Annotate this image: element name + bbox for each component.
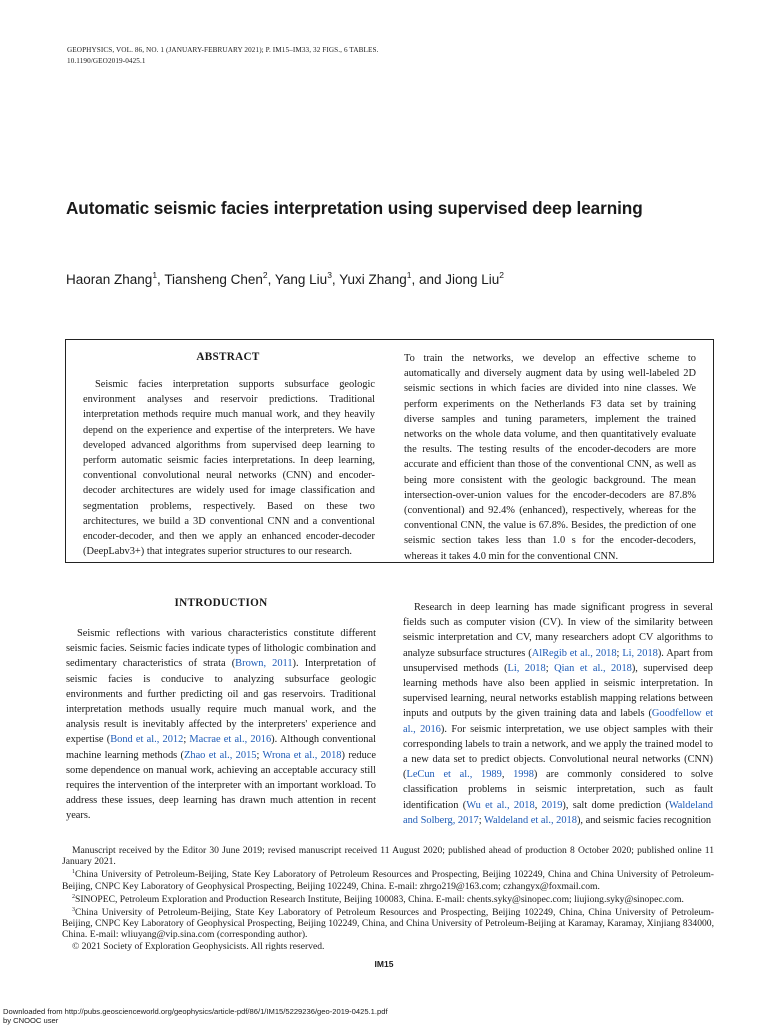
author-affiliation-mark: 3 [327, 270, 332, 280]
body-text: ). Interpretation of seismic facies is conducive to analyzing subsurface geologic environments and further predicting oil and gas reservoirs. Traditional interpretation methods usually require much manual work, and the analysis result is inevitably affected by the interpreters' experience and expertise ( [66, 658, 376, 746]
citation-link[interactable]: Waldeland et al., 2018 [484, 814, 577, 826]
doi: 10.1190/GEO2019-0425.1 [67, 57, 146, 65]
body-text: ), supervised deep learning methods have also been applied in seismic interpretation. In supervised learning, neural networks establish mapping relations between inputs and outputs by the given training data and labels ( [403, 662, 713, 720]
affiliation-number: 2 [72, 893, 75, 900]
body-text: ). Apart from unsupervised methods ( [403, 647, 713, 674]
citation-link[interactable]: Waldeland and Solberg, 2017 [403, 799, 713, 826]
citation-link[interactable]: Qian et al., 2018 [554, 662, 632, 674]
author-name: Haoran Zhang [66, 272, 153, 287]
citation-link[interactable]: Wrona et al., 2018 [262, 749, 342, 761]
body-text: , [534, 799, 542, 811]
affiliation-entry [62, 905, 714, 941]
affiliation-text: SINOPEC, Petroleum Exploration and Production Research Institute, Beijing 100083, China. E-mail: chents.syky@sinopec.com; liujiong.syky@sinopec.com. [75, 893, 684, 905]
copyright-note: © 2021 Society of Exploration Geophysicists. All rights reserved. [72, 940, 325, 952]
author-separator: , [267, 272, 275, 287]
abstract-heading: ABSTRACT [196, 351, 260, 363]
body-text: ) reduce some dependence on manual work, achieving an acceptable accuracy still requires the intervention of the interpreter with an important workload. To address these issues, deep learning has drawn much attention in recent years. [66, 749, 377, 822]
citation-link[interactable]: 2019 [541, 799, 563, 811]
author-separator: , [331, 272, 340, 287]
body-text: ). Although conventional machine learning methods ( [66, 734, 376, 761]
body-text: ; [256, 749, 263, 761]
paper-title: Automatic seismic facies interpretation using supervised deep learning [66, 198, 643, 218]
citation-link[interactable]: 1998 [513, 769, 534, 781]
manuscript-note: Manuscript received by the Editor 30 June 2019; revised manuscript received 11 August 2020; published ahead of production 8 October 2020; published online 11 January 2021. [62, 845, 714, 868]
citation-link[interactable]: AlRegib et al., 2018 [531, 647, 617, 659]
introduction-heading: INTRODUCTION [174, 597, 268, 609]
author-name: Tiansheng Chen [164, 272, 263, 287]
citation-link[interactable]: Zhao et al., 2015 [184, 749, 257, 761]
body-text: ; [183, 734, 190, 746]
author-separator: , and [411, 272, 446, 287]
affiliation-entry [62, 867, 714, 891]
author-affiliation-mark: 1 [152, 270, 158, 280]
introduction-text-right [403, 600, 713, 828]
author-list [66, 270, 746, 287]
citation-link[interactable]: Li, 2018 [622, 647, 658, 659]
citation-link[interactable]: Macrae et al., 2016 [189, 734, 272, 746]
affiliation-number: 1 [72, 869, 75, 876]
body-text: Research in deep learning has made significant progress in several fields such as computer vision (CV). In view of the similarity between seismic interpretation and CV, many researchers adopt CV algorithms to analyze subsurface structures ( [403, 602, 713, 659]
introduction-text-left [66, 626, 376, 824]
download-notice [3, 1007, 563, 1025]
body-text: ; [545, 662, 555, 674]
author-separator: , [157, 272, 165, 287]
author-affiliation-mark: 1 [406, 270, 412, 280]
affiliation-text: China University of Petroleum-Beijing, State Key Laboratory of Petroleum Resources and Prospecting, Beijing 102249, China, China University of Petroleum-Beijing, CNPC Key Laboratory of Geophysical Prospecting, Beijing 102249, China, and China University of Petroleum-Beijing at Karamay, Karamay, Xinjiang 834000, China. E-mail: wliuyang@vip.sina.com (corresponding author). [62, 907, 714, 941]
body-text: ), and seismic facies recognition [576, 814, 712, 826]
body-text: ). For seismic interpretation, we use object samples with their corresponding labels to train a network, and we apply the trained model to a new data set to predict objects. Convolutional neural networks (CNN) ( [403, 723, 713, 781]
affiliations [62, 867, 714, 940]
body-text: ) are commonly considered to solve classification problems in seismic interpretation, such as fault identification ( [403, 769, 713, 811]
body-text: ; [478, 814, 485, 826]
citation-link[interactable]: Wu et al., 2018 [466, 799, 535, 811]
citation-link[interactable]: LeCun et al., 1989 [406, 769, 502, 781]
author-affiliation-mark: 2 [499, 270, 505, 280]
author-affiliation-mark: 2 [262, 270, 268, 280]
footnotes [62, 845, 714, 952]
body-text: ; [616, 647, 623, 659]
affiliation-number: 3 [72, 907, 75, 914]
journal-citation: GEOPHYSICS, VOL. 86, NO. 1 (JANUARY-FEBRUARY 2021); P. IM15–IM33, 32 FIGS., 6 TABLES. [67, 46, 379, 54]
page-number: IM15 [374, 959, 394, 969]
abstract-text-right: To train the networks, we develop an effective scheme to automatically and diversely augment data by using well-labeled 2D seismic sections in which facies are divided into nine classes. We perform experiments on the Netherlands F3 data set by training diverse samples and tuning parameters, implement the trained networks on the whole data volume, and then quantitatively evaluate the results. The testing results of the encoder-decoders are more accurate and efficient than those of the conventional CNN, as well as being more consistent with the geologic background. The mean intersection-over-union values for the encoder-decoders are 87.8% (conventional) and 92.4% (enhanced), respectively, whereas for the conventional CNN, the value is 67.8%. Besides, the prediction of one seismic section takes less than 1.0 s for the encoder-decoders, whereas it takes 4.0 min for the conventional CNN. [404, 353, 696, 562]
download-url[interactable]: Downloaded from http://pubs.geoscienceworld.org/geophysics/article-pdf/86/1/IM15/5229236/geo-2019-0425.1.pdf [3, 1007, 388, 1016]
abstract-text-left: Seismic facies interpretation supports subsurface geologic environment analyses and reservoir predictions. Traditional interpretation methods require much manual work, and they heavily depend on the experience and expertise of the interpreters. We have developed advanced algorithms from supervised deep learning to perform automatic seismic facies interpretations. In deep learning, conventional convolutional neural networks (CNN) and encoder-decoder architectures are widely used for image classification and segmentation problems, respectively. Based on these two architectures, we build a 3D conventional CNN and a conventional encoder-decoder, and then we apply an enhanced encoder-decoder (DeepLabv3+) that integrates superior structures to our research. [83, 379, 375, 558]
author-name: Jiong Liu [445, 272, 500, 287]
abstract-box [65, 339, 714, 563]
affiliation-text: China University of Petroleum-Beijing, State Key Laboratory of Petroleum Resources and Prospecting, Beijing 102249, China and China University of Petroleum-Beijing, CNPC Key Laboratory of Geophysical Prospecting, Beijing 102249, China. E-mail: zhrgo219@163.com; czhangyx@foxmail.com. [62, 869, 714, 892]
body-text: , [501, 769, 514, 781]
citation-link[interactable]: Brown, 2011 [235, 658, 293, 670]
author-name: Yuxi Zhang [339, 272, 407, 287]
body-text: ), salt dome prediction ( [562, 799, 669, 811]
citation-link[interactable]: Goodfellow et al., 2016 [403, 708, 713, 735]
citation-link[interactable]: Li, 2018 [507, 662, 546, 674]
download-user: by CNOOC user [3, 1016, 59, 1025]
author-name: Yang Liu [274, 272, 328, 287]
citation-link[interactable]: Bond et al., 2012 [110, 734, 184, 746]
body-text: Seismic reflections with various characteristics constitute different seismic facies. Seismic facies indicate types of lithologic combination and sedimentary characteristics of strata ( [66, 628, 376, 670]
affiliation-entry [62, 892, 714, 905]
